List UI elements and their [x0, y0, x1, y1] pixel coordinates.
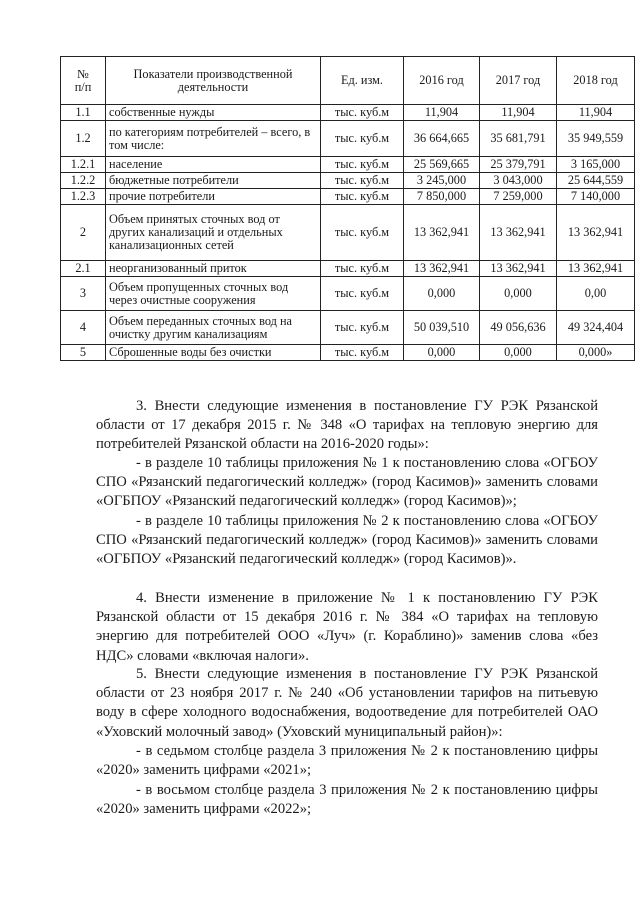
row-num: 1.2.1	[61, 157, 106, 173]
row-num: 1.2.2	[61, 173, 106, 189]
row-num: 1.1	[61, 105, 106, 121]
row-unit: тыс. куб.м	[321, 345, 404, 361]
row-value-2018: 11,904	[557, 105, 635, 121]
header-unit: Ед. изм.	[321, 57, 404, 105]
row-unit: тыс. куб.м	[321, 105, 404, 121]
row-value-2017: 3 043,000	[480, 173, 557, 189]
row-value-2017: 0,000	[480, 277, 557, 311]
row-num: 4	[61, 311, 106, 345]
row-num: 5	[61, 345, 106, 361]
header-num: № п/п	[61, 57, 106, 105]
row-value-2016: 0,000	[404, 277, 480, 311]
paragraph-3-item-1: - в разделе 10 таблицы приложения № 1 к постановлению слова «ОГБОУ СПО «Рязанский педагогический колледж» (город Касимов)» заменить словами «ОГБПОУ «Рязанский педагогический колледж» (город Касимов)»;	[96, 455, 598, 510]
table-row	[61, 311, 635, 345]
row-value-2017: 25 379,791	[480, 157, 557, 173]
row-name: бюджетные потребители	[106, 173, 321, 189]
paragraph-3: 3. Внести следующие изменения в постановление ГУ РЭК Рязанской области от 17 декабря 2015 г. № 348 «О тарифах на тепловую энергию для потребителей Рязанской области на 2016-2020 годы»:	[96, 398, 598, 453]
row-value-2017: 49 056,636	[480, 311, 557, 345]
row-value-2017: 0,000	[480, 345, 557, 361]
row-unit: тыс. куб.м	[321, 277, 404, 311]
row-value-2018: 13 362,941	[557, 205, 635, 261]
row-value-2018: 25 644,559	[557, 173, 635, 189]
row-name: население	[106, 157, 321, 173]
table-row	[61, 121, 635, 157]
table-row	[61, 189, 635, 205]
row-value-2017: 35 681,791	[480, 121, 557, 157]
row-unit: тыс. куб.м	[321, 189, 404, 205]
row-name: по категориям потребителей – всего, в том числе:	[106, 121, 321, 157]
row-num: 2	[61, 205, 106, 261]
table-row	[61, 261, 635, 277]
row-value-2016: 36 664,665	[404, 121, 480, 157]
row-value-2017: 13 362,941	[480, 205, 557, 261]
row-value-2016: 13 362,941	[404, 261, 480, 277]
row-name: прочие потребители	[106, 189, 321, 205]
row-value-2016: 25 569,665	[404, 157, 480, 173]
paragraph-5-item-2: - в восьмом столбце раздела 3 приложения № 2 к постановлению цифры «2020» заменить цифрами «2022»;	[96, 782, 598, 818]
row-unit: тыс. куб.м	[321, 205, 404, 261]
row-value-2017: 13 362,941	[480, 261, 557, 277]
header-2018: 2018 год	[557, 57, 635, 105]
row-value-2018: 0,000»	[557, 345, 635, 361]
row-value-2016: 7 850,000	[404, 189, 480, 205]
row-value-2016: 11,904	[404, 105, 480, 121]
row-value-2018: 3 165,000	[557, 157, 635, 173]
row-name: Объем принятых сточных вод от других канализаций и отдельных канализационных сетей	[106, 205, 321, 261]
row-value-2016: 0,000	[404, 345, 480, 361]
table-row	[61, 277, 635, 311]
row-unit: тыс. куб.м	[321, 157, 404, 173]
table-row	[61, 105, 635, 121]
row-unit: тыс. куб.м	[321, 121, 404, 157]
row-unit: тыс. куб.м	[321, 173, 404, 189]
row-num: 3	[61, 277, 106, 311]
row-value-2018: 0,00	[557, 277, 635, 311]
paragraph-4: 4. Внести изменение в приложение № 1 к постановлению ГУ РЭК Рязанской области от 15 декабря 2016 г. № 384 «О тарифах на тепловую энергию для потребителей ООО «Луч» (г. Кораблино)» заменив слова «без НДС» словами «включая налоги».	[96, 590, 598, 664]
row-num: 2.1	[61, 261, 106, 277]
header-2016: 2016 год	[404, 57, 480, 105]
paragraph-5: 5. Внести следующие изменения в постановление ГУ РЭК Рязанской области от 23 ноября 2017 г. № 240 «Об установлении тарифов на питьевую воду в сфере холодного водоснабжения, водоотведение для потребителей ОАО «Уховский молочный завод» (Уховский муниципальный район)»:	[96, 666, 598, 740]
row-value-2018: 35 949,559	[557, 121, 635, 157]
row-name: собственные нужды	[106, 105, 321, 121]
row-value-2017: 7 259,000	[480, 189, 557, 205]
table-row	[61, 205, 635, 261]
row-value-2016: 50 039,510	[404, 311, 480, 345]
paragraph-5-item-1: - в седьмом столбце раздела 3 приложения № 2 к постановлению цифры «2020» заменить цифрами «2021»;	[96, 743, 598, 779]
header-indicator: Показатели производственной деятельности	[106, 57, 321, 105]
header-2017: 2017 год	[480, 57, 557, 105]
row-value-2018: 13 362,941	[557, 261, 635, 277]
table-row	[61, 157, 635, 173]
table-row	[61, 345, 635, 361]
row-name: Объем пропущенных сточных вод через очистные сооружения	[106, 277, 321, 311]
row-unit: тыс. куб.м	[321, 311, 404, 345]
row-name: неорганизованный приток	[106, 261, 321, 277]
row-name: Сброшенные воды без очистки	[106, 345, 321, 361]
paragraph-3-item-2: - в разделе 10 таблицы приложения № 2 к постановлению слова «ОГБОУ СПО «Рязанский педагогический колледж» (город Касимов)» заменить словами «ОГБПОУ «Рязанский педагогический колледж» (город Касимов)».	[96, 513, 598, 568]
table-row	[61, 173, 635, 189]
row-num: 1.2.3	[61, 189, 106, 205]
production-indicators-table	[60, 56, 635, 361]
row-value-2016: 13 362,941	[404, 205, 480, 261]
table-header-row	[61, 57, 635, 105]
row-num: 1.2	[61, 121, 106, 157]
row-value-2016: 3 245,000	[404, 173, 480, 189]
row-name: Объем переданных сточных вод на очистку другим канализациям	[106, 311, 321, 345]
row-unit: тыс. куб.м	[321, 261, 404, 277]
row-value-2018: 7 140,000	[557, 189, 635, 205]
row-value-2018: 49 324,404	[557, 311, 635, 345]
row-value-2017: 11,904	[480, 105, 557, 121]
